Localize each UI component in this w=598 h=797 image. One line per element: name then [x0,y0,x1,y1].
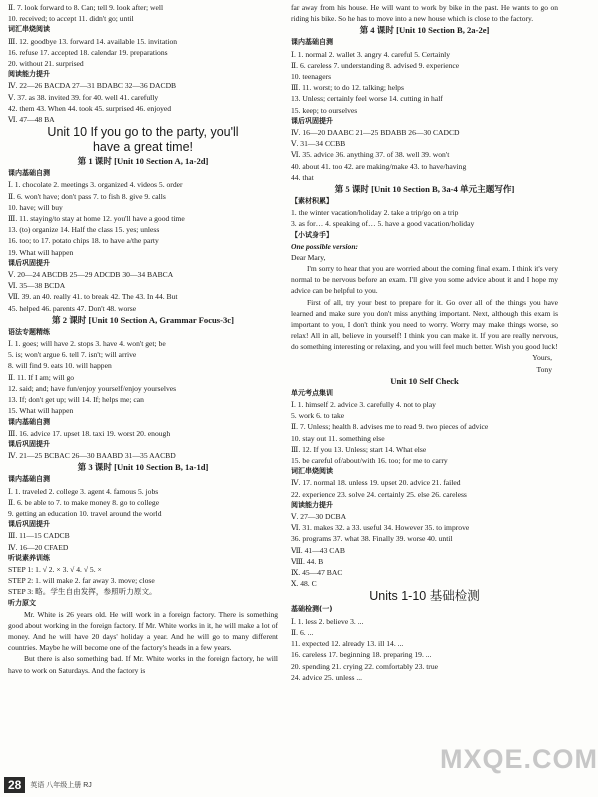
answer-line: Ⅰ. 1. chocolate 2. meetings 3. organized 4. videos 5. order [8,180,183,190]
answer-line: Ⅴ. 37. as 38. invited 39. for 40. well 41. carefully [8,92,159,102]
answer-line: Ⅲ. 12. If you 13. Unless; start 14. What else [291,444,427,454]
answer-line: Ⅲ. 11—15 CADCB [8,531,70,541]
answer-line: STEP 2: 1. will make 2. far away 3. move; close [8,576,155,586]
section-heading: 词汇串烧阅读 [8,25,50,34]
answer-line: 13. Unless; certainly feel worse 14. cutting in half [291,94,443,104]
answer-line: 20. without 21. surprised [8,59,84,69]
answer-line: Ⅰ. 1. traveled 2. college 3. agent 4. famous 5. jobs [8,486,159,496]
answer-line: Ⅹ. 48. C [291,579,317,589]
answer-line: 15. keep; to ourselves [291,105,358,115]
section-heading: 课内基础自测 [8,169,50,178]
answer-line: 12. said; and; have fun/enjoy yourself/enjoy yourselves [8,383,177,393]
signature-line: Tony [536,364,552,374]
passage-paragraph: First of all, try your best to prepare for it. Go over all of the things you have learned and make sure you don't miss anything important. Next, although this exam is important to you, I don't think you need to worry. Worry may make things worse, so relax! All in all, believe in yourself! I think you can make it. If you are really nervous, do something interesting or relaxing, and you will feel much better. Wish you good luck! [291,297,558,352]
answer-line: Ⅳ. 22—26 BACDA 27—31 BDABC 32—36 DACDB [8,81,177,91]
answer-line: 15. be careful of/about/with 16. too; for me to carry [291,456,448,466]
answer-line: Ⅴ. 20—24 ABCDB 25—29 ADCDB 30—34 BABCA [8,270,174,280]
answer-line: STEP 1: 1. √ 2. × 3. √ 4. √ 5. × [8,564,102,574]
answer-line: 10. received; to accept 11. didn't go; until [8,14,134,24]
answer-line: 5. work 6. to take [291,411,345,421]
answer-line: 10. teenagers [291,71,332,81]
answer-line: 13. If; don't get up; will 14. If; helps me; can [8,395,144,405]
lesson-heading: 第 5 课时 [Unit 10 Section B, 3a-4 单元主题写作] [334,183,515,194]
answer-line: Ⅶ. 39. an 40. really 41. to break 42. The 43. In 44. But [8,292,178,302]
section-heading: 【小试身手】 [291,230,333,239]
section-heading: 课内基础自测 [291,38,333,47]
answer-line: 5. is; won't argue 6. tell 7. isn't; will arrive [8,350,137,360]
answer-line: Ⅱ. 11. If I am; will go [8,372,75,382]
answer-line: Ⅸ. 45—47 BAC [291,568,343,578]
answer-line: Ⅳ. 17. normal 18. unless 19. upset 20. advice 21. failed [291,478,461,488]
section-heading: 听说素养训练 [8,553,50,562]
answer-line: Dear Mary, [291,252,326,262]
answer-line: 20. spending 21. crying 22. comfortably 23. true [291,661,438,671]
sample-label: One possible version: [291,241,359,251]
unit-title: have a great time! [92,140,194,155]
left-column [8,2,278,676]
answer-line: 11. expected 12. already 13. ill 14. ... [291,639,404,649]
answer-line: 42. them 43. When 44. took 45. surprised 46. enjoyed [8,103,172,113]
answer-line: 22. experience 23. solve 24. certainly 25. else 26. careless [291,489,467,499]
answer-line: Ⅰ. 1. goes; will have 2. stops 3. have 4. won't get; be [8,339,166,349]
section-heading: 词汇串烧阅读 [291,467,333,476]
answer-line: 45. helped 46. parents 47. Don't 48. worse [8,303,137,313]
answer-line: Ⅲ. 16. advice 17. upset 18. taxi 19. worst 20. enough [8,428,171,438]
section-heading: 基础检测(一) [291,605,333,614]
answer-line: Ⅲ. 12. goodbye 13. forward 14. available 15. invitation [8,36,178,46]
answer-line: 9. getting an education 10. travel around the world [8,508,162,518]
passage-paragraph: far away from his house. He will want to work by bike in the past. He wants to go on riding his bike. So he has to move into a new house which is close to the factory. [291,3,558,24]
answer-line: 10. have; will buy [8,202,63,212]
answer-line: 3. as for… 4. speaking of… 5. have a good vacation/holiday [291,219,475,229]
answer-line: 15. What will happen [8,406,74,416]
answer-line: 36. programs 37. what 38. Finally 39. worse 40. until [291,534,453,544]
page-footer [4,776,92,794]
answer-line: STEP 3: 略。学生自由发挥，参照听力原文。 [8,587,157,597]
answer-line: 16. careless 17. beginning 18. preparing 19. ... [291,650,432,660]
answer-line: 40. about 41. too 42. are making/make 43. to have/having [291,161,467,171]
signature-line: Yours, [532,353,552,363]
section-heading: 听力原文 [8,598,36,607]
watermark: MXQE.COM [440,744,598,774]
answer-line: Ⅶ. 41—43 CAB [291,545,345,555]
answer-line: 1. the winter vacation/holiday 2. take a trip/go on a trip [291,208,459,218]
unit-title: Units 1-10 基础检测 [369,589,480,604]
answer-line: Ⅱ. 6. be able to 7. to make money 8. go to college [8,497,160,507]
answer-line: 44. that [291,172,314,182]
answer-line: Ⅵ. 47—48 BA [8,115,55,125]
answer-line: Ⅵ. 31. makes 32. a 33. useful 34. However 35. to improve [291,523,470,533]
lesson-heading: 第 3 课时 [Unit 10 Section B, 1a-1d] [77,462,209,473]
answer-line: Ⅷ. 44. B [291,556,324,566]
section-heading: 课后巩固提升 [8,258,50,267]
answer-line: Ⅵ. 35—38 BCDA [8,281,66,291]
answer-line: 16. refuse 17. accepted 18. calendar 19. preparations [8,47,168,57]
lesson-heading: 第 4 课时 [Unit 10 Section B, 2a-2e] [359,25,490,36]
answer-line: Ⅰ. 1. normal 2. wallet 3. angry 4. careful 5. Certainly [291,49,451,59]
answer-line: 8. will find 9. eats 10. will happen [8,361,112,371]
page-number: 28 [4,777,25,793]
section-heading: 【素材积累】 [291,196,333,205]
answer-line: 16. too; to 17. potato chips 18. to have a/the party [8,236,159,246]
answer-line: Ⅲ. 11. worst; to do 12. talking; helps [291,83,404,93]
answer-line: 19. What will happen [8,247,74,257]
answer-line: Ⅱ. 7. Unless; health 8. advises me to read 9. two pieces of advice [291,422,489,432]
answer-line: Ⅳ. 16—20 DAABC 21—25 BDABB 26—30 CADCD [291,127,460,137]
lesson-heading: Unit 10 Self Check [390,375,459,386]
answer-line: Ⅵ. 35. advice 36. anything 37. of 38. well 39. won't [291,150,450,160]
answer-line: Ⅱ. 6. ... [291,627,314,637]
section-heading: 阅读能力提升 [8,70,50,79]
unit-title: Unit 10 If you go to the party, you'll [47,125,239,140]
section-heading: 课后巩固提升 [8,520,50,529]
passage-paragraph: I'm sorry to hear that you are worried about the coming final exam. I think it's very normal to be nervous before an exam. I'll give you some advice about it and I hope my advice can be helpful to you. [291,264,558,296]
section-heading: 单元考点集训 [291,388,333,397]
section-heading: 阅读能力提升 [291,500,333,509]
answer-line: Ⅱ. 6. careless 7. understanding 8. advised 9. experience [291,60,460,70]
answer-line: 24. advice 25. unless ... [291,672,363,682]
answer-line: Ⅴ. 31—34 CCBB [291,139,346,149]
section-heading: 课内基础自测 [8,417,50,426]
book-info: 英语 八年级上册 RJ [30,782,92,789]
answer-line: 10. stay out 11. something else [291,433,385,443]
section-heading: 语法专题精练 [8,327,50,336]
answer-line: Ⅳ. 21—25 BCBAC 26—30 BAABD 31—35 AACBD [8,451,176,461]
lesson-heading: 第 2 课时 [Unit 10 Section A, Grammar Focus-3c] [52,314,234,325]
answer-line: Ⅱ. 7. look forward to 8. Can; tell 9. look after; well [8,3,164,12]
passage-paragraph: Mr. White is 26 years old. He will work in a foreign factory. There is something good about working in the foreign factory. If Mr. White works in it, he will make a lot of money. And he will have 20 days' holiday a year. And he will go to many different countries. Maybe he will become one of the factory's heads in a few years. [8,609,278,653]
answer-line: Ⅳ. 16—20 CFAED [8,542,69,552]
section-heading: 课后巩固提升 [291,116,333,125]
passage-paragraph: But there is also something bad. If Mr. White works in the foreign factory, he will have to work on Saturdays. And the factory is [8,654,278,675]
answer-line: Ⅴ. 27—30 DCBA [291,512,347,522]
right-column [291,2,558,683]
answer-line: Ⅱ. 6. won't have; don't pass 7. to fish 8. give 9. calls [8,191,166,201]
answer-line: Ⅰ. 1. himself 2. advice 3. carefully 4. not to play [291,400,436,410]
section-heading: 课内基础自测 [8,475,50,484]
answer-line: Ⅰ. 1. less 2. believe 3. ... [291,616,364,626]
section-heading: 课后巩固提升 [8,439,50,448]
answer-line: Ⅲ. 11. staying/to stay at home 12. you'll have a good time [8,214,185,224]
lesson-heading: 第 1 课时 [Unit 10 Section A, 1a-2d] [77,156,209,167]
answer-line: 13. (to) organize 14. Half the class 15. yes; unless [8,225,160,235]
